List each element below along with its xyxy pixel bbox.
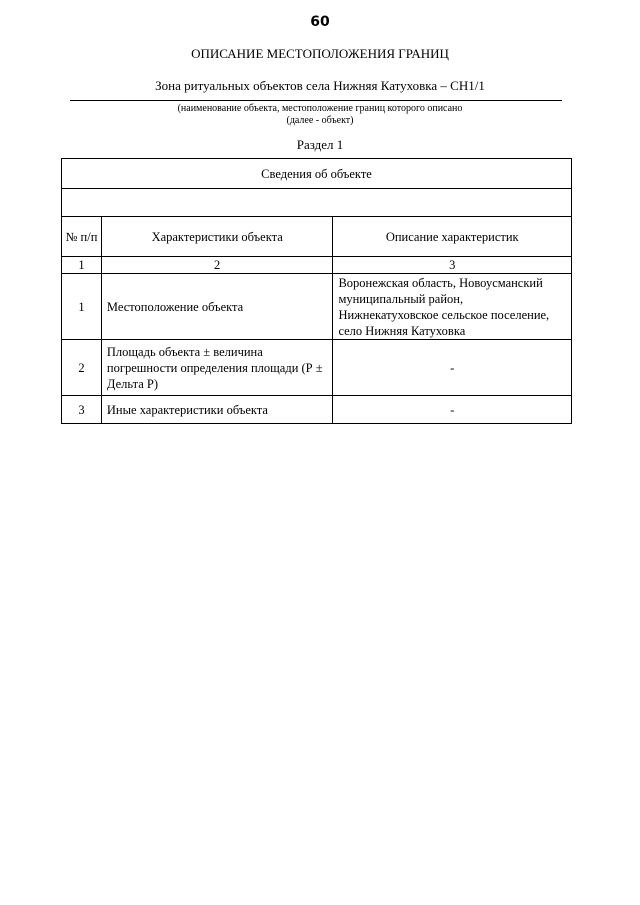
row-2-characteristic: Площадь объекта ± величина погрешности определения площади (Р ± Дельта Р): [101, 340, 333, 396]
row-1-description: Воронежская область, Новоусманский муниципальный район, Нижнекатуховское сельское поселение, село Нижняя Катуховка: [333, 274, 572, 340]
index-cell-1: 1: [62, 257, 102, 274]
row-3-characteristic: Иные характеристики объекта: [101, 396, 333, 424]
document-heading: ОПИСАНИЕ МЕСТОПОЛОЖЕНИЯ ГРАНИЦ: [191, 46, 449, 61]
table-row: [62, 396, 572, 424]
section-title: Раздел 1: [296, 137, 344, 152]
object-info-table: [61, 158, 572, 424]
row-1-num: 1: [62, 274, 102, 340]
empty-cell: [62, 189, 572, 217]
header-description: Описание характеристик: [333, 217, 572, 257]
table-header-row: [62, 217, 572, 257]
table-row: [62, 340, 572, 396]
table-title: Сведения об объекте: [62, 159, 572, 189]
caption-line-2: (далее - объект): [286, 115, 354, 126]
header-num: № п/п: [62, 217, 102, 257]
table-index-row: [62, 257, 572, 274]
zone-title: Зона ритуальных объектов села Нижняя Катуховка – СН1/1: [155, 78, 485, 93]
table-row: [62, 274, 572, 340]
index-cell-3: 3: [333, 257, 572, 274]
row-2-description: -: [333, 340, 572, 396]
table-empty-row: [62, 189, 572, 217]
index-cell-2: 2: [101, 257, 333, 274]
row-3-num: 3: [62, 396, 102, 424]
table-title-row: [62, 159, 572, 189]
header-characteristic: Характеристики объекта: [101, 217, 333, 257]
row-3-description: -: [333, 396, 572, 424]
page-number: 60: [310, 14, 330, 30]
object-caption: [0, 103, 640, 127]
underline-rule: [70, 100, 562, 101]
caption-line-1: (наименование объекта, местоположение границ которого описано: [177, 103, 463, 114]
row-2-num: 2: [62, 340, 102, 396]
row-1-characteristic: Местоположение объекта: [101, 274, 333, 340]
